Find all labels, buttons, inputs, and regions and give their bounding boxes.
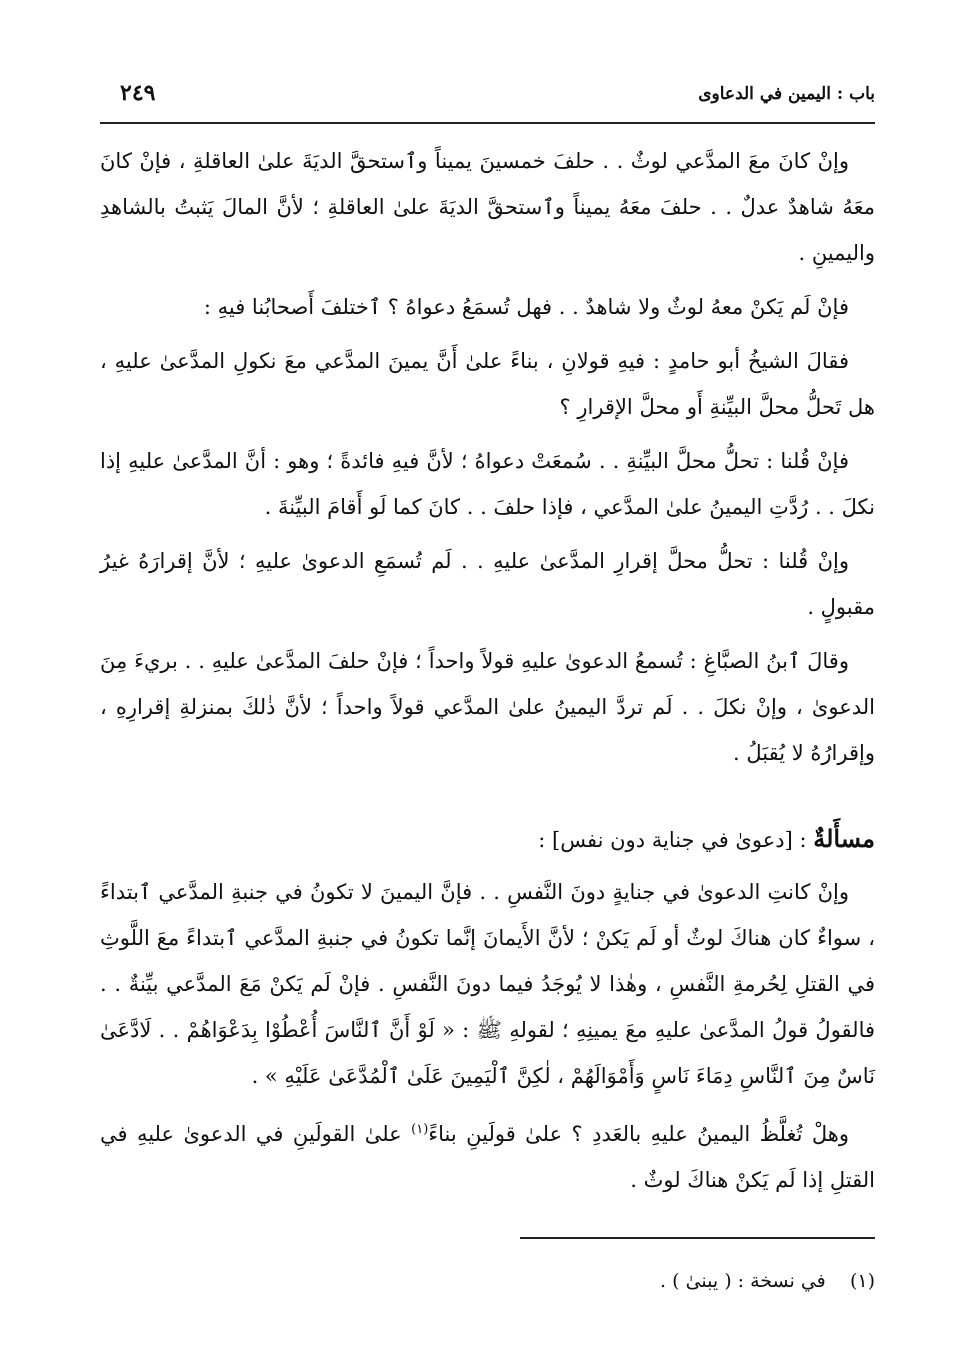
paragraph: فإنْ قُلنا : تحلُّ محلَّ البيِّنةِ . . سُمعَتْ دعواهُ ؛ لأنَّ فيهِ فائدةً ؛ وهو : أنَّ المدَّعىٰ عليهِ إذا نكلَ . . رُدَّتِ اليمينُ علىٰ المدَّعي ، فإذا حلفَ . . كانَ كما لَو أَقامَ البيِّنةَ . — [100, 449, 875, 519]
page-header — [100, 78, 875, 124]
footnote-number: (١) — [849, 1270, 875, 1292]
issue-label: مسأَلةٌ — [813, 824, 875, 853]
paragraph: فقالَ الشيخُ أبو حامدٍ : فيهِ قولانِ ، بناءً علىٰ أَنَّ يمينَ المدَّعي معَ نكولِ المدَّعىٰ عليهِ ، هل تَحلُّ محلَّ البيِّنةِ أَو محلَّ الإقرارِ ؟ — [100, 349, 875, 419]
main-text — [100, 138, 875, 1211]
final-paragraph — [100, 1107, 875, 1203]
footnote-divider — [520, 1237, 875, 1239]
paragraph: وقالَ ٱبنُ الصبَّاغِ : تُسمعُ الدعوىٰ عليهِ قولاً واحداً ؛ فإنْ حلفَ المدَّعىٰ عليهِ . . بريءَ مِنَ الدعوىٰ ، وإنْ نكلَ . . لَم تردَّ اليمينُ علىٰ المدَّعي قولاً واحداً ؛ لأنَّ ذٰلكَ بمنزلةِ إقرارِهِ ، وإقرارُهُ لا يُقبَلُ . — [100, 649, 875, 765]
issue-heading — [100, 816, 875, 863]
paragraph: فإنْ لَم يَكنْ معهُ لوثٌ ولا شاهدٌ . . فهل تُسمَعُ دعواهُ ؟ ٱختلفَ أَصحابُنا فيهِ : — [203, 295, 849, 319]
running-title: باب : اليمين في الدعاوى — [698, 84, 875, 104]
page-number: ٢٤٩ — [120, 80, 156, 106]
paragraph: وإنْ كانتِ الدعوىٰ في جنايةٍ دونَ النَّفسِ . . فإنَّ اليمينَ لا تكونُ في جنبةِ المدَّعي ٱبتداءً ، سواءٌ كان هناكَ لوثٌ أو لَم يَكنْ ؛ لأنَّ الأَيمانَ إنَّما تكونُ في جنبةِ المدَّعي ٱبتداءً معَ اللَّوثِ في القتلِ لِحُرمةِ النَّفسِ ، وهٰذا لا يُوجَدُ فيما دونَ النَّفسِ . فإنْ لَم يَكنْ مَعَ المدَّعي بيِّنةٌ . . فالقولُ قولُ المدَّعىٰ عليهِ معَ يمينِهِ ؛ لقولهِ ﷺ : « لَوْ أَنَّ ٱلنَّاسَ أُعْطُوْا بِدَعْوَاهُمْ . . لَادَّعَىٰ نَاسٌ مِنَ ٱلنَّاسِ دِمَاءَ نَاسٍ وَأَمْوَالَهُمْ ، لٰكِنَّ ٱلْيَمِينَ عَلَىٰ ٱلْمُدَّعَىٰ عَلَيْهِ » . — [100, 880, 875, 1088]
footnote-text: في نسخة : ( يبنىٰ ) . — [660, 1270, 826, 1292]
footnote — [275, 1270, 875, 1292]
paragraph: وإنْ كانَ معَ المدَّعي لوثٌ . . حلفَ خمسينَ يميناً وٱستحقَّ الديَةَ علىٰ العاقلةِ ، فإنْ كانَ معَهُ شاهدٌ عدلٌ . . حلفَ معَهُ يميناً وٱستحقَّ الديَةَ علىٰ العاقلةِ ؛ لأنَّ المالَ يَثبتُ بالشاهدِ واليمينِ . — [100, 149, 875, 265]
final-paragraph-text: وهلْ تُغلَّظُ اليمينُ عليهِ بالعَددِ ؟ علىٰ قولَينِ بناءً — [428, 1122, 849, 1146]
paragraph: وإنْ قُلنا : تحلُّ محلَّ إقرارِ المدَّعىٰ عليهِ . . لَم تُسمَعِ الدعوىٰ عليهِ ؛ لأنَّ إقرارَهُ غيرُ مقبولٍ . — [100, 549, 875, 619]
footnote-marker: (١) — [411, 1122, 429, 1137]
final-paragraph-text-rest: علىٰ القولَينِ في الدعوىٰ عليهِ في القتلِ إذا لَم يَكنْ هناكَ لوثٌ . — [100, 1122, 875, 1192]
issue-title: : [دعوىٰ في جناية دون نفس] : — [538, 828, 807, 852]
